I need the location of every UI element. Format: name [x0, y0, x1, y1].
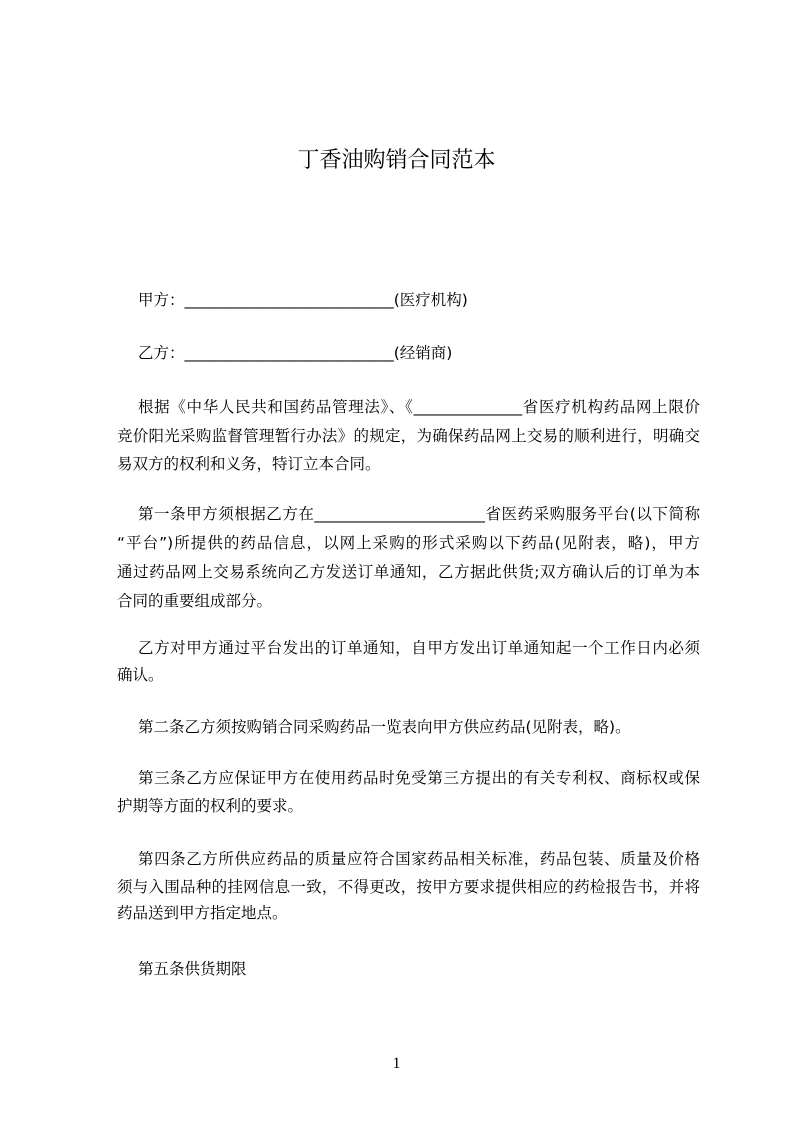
paragraph-line: 第三条乙方应保证甲方在使用药品时免受第三方提出的有关专利权、商标权或保 — [138, 769, 700, 787]
paragraph-line: 确认。 — [117, 666, 164, 684]
paragraph-line: 第四条乙方所供应药品的质量应符合国家药品相关标准，药品包装、质量及价格 — [138, 850, 700, 868]
paragraph-line: 合同的重要组成部分。 — [117, 592, 273, 610]
paragraph-line: 第一条甲方须根据乙方在______________________省医药采购服务平台(以下简称 — [138, 505, 700, 523]
paragraph-line: 乙方对甲方通过平台发出的订单通知，自甲方发出订单通知起一个工作日内必须 — [138, 639, 700, 657]
party-a-line: 甲方：___________________________(医疗机构) — [138, 291, 468, 309]
paragraph-line: 护期等方面的权利的要求。 — [117, 797, 304, 815]
paragraph-line: 通过药品网上交易系统向乙方发送订单通知，乙方据此供货;双方确认后的订单为本 — [117, 563, 700, 581]
paragraph-line: 药品送到甲方指定地点。 — [117, 904, 288, 922]
paragraph-line: 须与入围品种的挂网信息一致，不得更改，按甲方要求提供相应的药检报告书，并将 — [117, 878, 700, 896]
paragraph-line: 根据《中华人民共和国药品管理法》、《______________省医疗机构药品网上限价 — [138, 398, 700, 416]
paragraph-line: “平台”)所提供的药品信息，以网上采购的形式采购以下药品(见附表，略)，甲方 — [117, 534, 700, 552]
party-b-line: 乙方：___________________________(经销商) — [138, 344, 453, 362]
document-title: 丁香油购销合同范本 — [297, 148, 496, 173]
page-number: 1 — [392, 1055, 401, 1072]
paragraph-line: 易双方的权利和义务，特订立本合同。 — [117, 455, 381, 473]
paragraph-line: 第五条供货期限 — [138, 960, 247, 978]
paragraph-line: 第二条乙方须按购销合同采购药品一览表向甲方供应药品(见附表，略)。 — [138, 718, 631, 736]
paragraph-line: 竞价阳光采购监督管理暂行办法》的规定，为确保药品网上交易的顺利进行，明确交 — [117, 427, 700, 445]
